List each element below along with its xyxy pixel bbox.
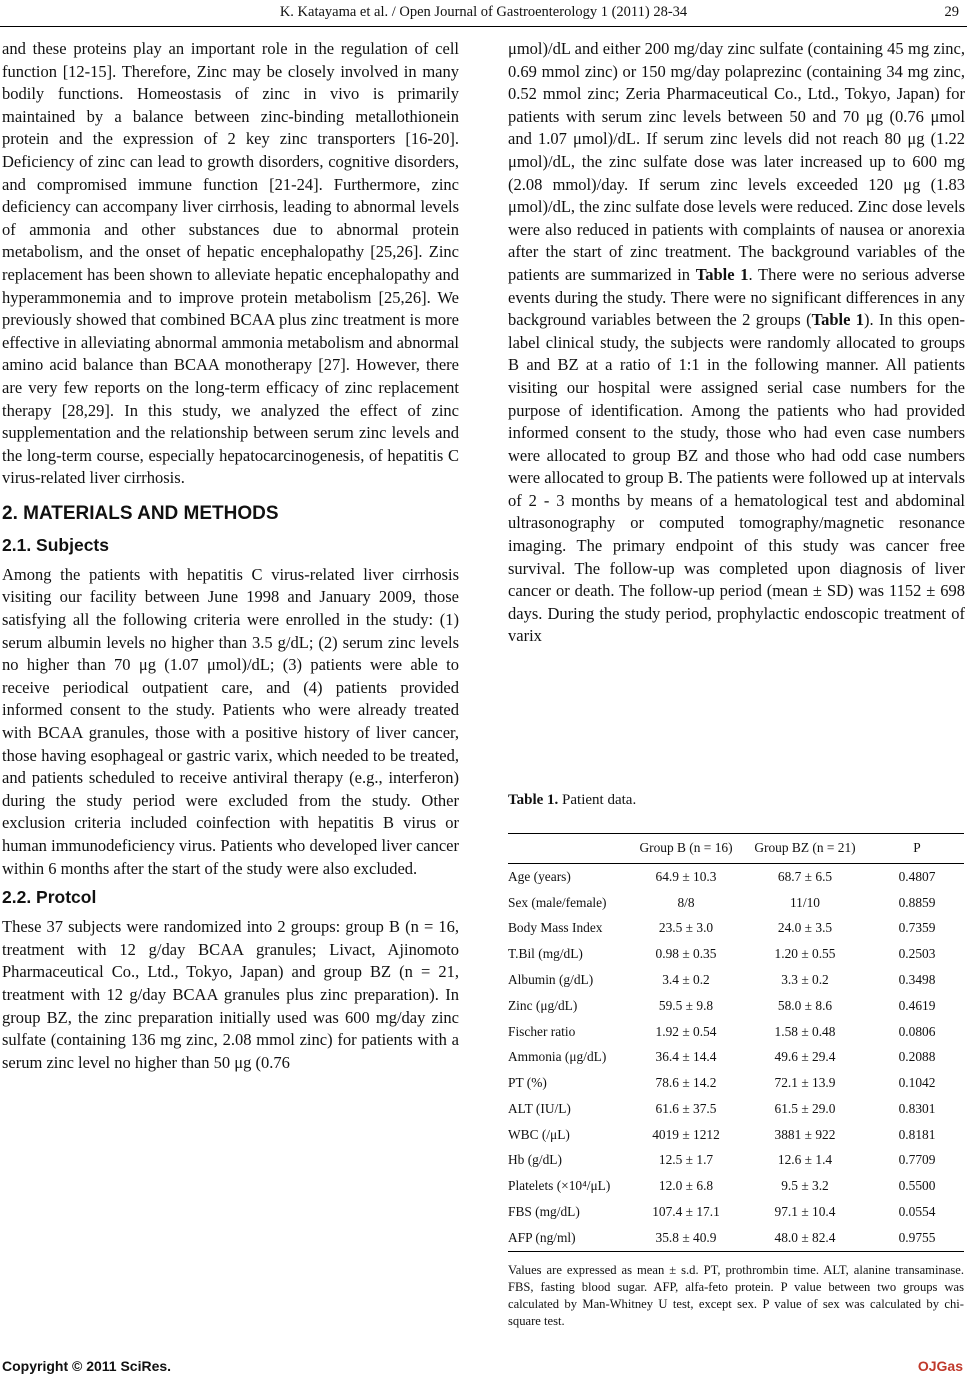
subjects-paragraph: Among the patients with hepatitis C virus-related liver cirrhosis visiting our facility between June 1998 and January 2009, those satisfying all the following criteria were enrolled in the study: (1) serum albumin levels no higher than 3.5 g/dL; (2) serum zinc levels no higher than 70 μg (1.07 μmol)/dL; (3) patients were able to receive periodical outpatient care, and (4) patients provided informed consent to the study. Patients who were already treated with BCAA granules, those with a positive history of liver cancer, those having esophageal or gastric varix, which needed to be treated, and patients scheduled to receive antiviral therapy (e.g., interferon) during the study period were excluded from the study. Other exclusion criteria included coinfection with hepatitis B virus or human immunodeficiency virus. Patients who developed liver cancer within 6 months after the start of the study were also excluded. bbox=[2, 564, 459, 878]
protocol-paragraph: These 37 subjects were randomized into 2 groups: group B (n = 16, treatment with 12 g/day BCAA granules; Livact, Ajinomoto Pharmaceutical Co., Ltd., Tokyo, Japan) and group BZ (n = 21, treatment with 12 g/day BCAA granules plus zinc preparation). In group BZ, the zinc preparation initially used was 600 mg/day zinc sulfate (containing 136 mg zinc, 2.08 mmol zinc) for patients with a serum zinc level no higher than 50 μg (0.76 bbox=[2, 917, 459, 1072]
table-cell: 49.6 ± 29.4 bbox=[774, 1049, 836, 1065]
table-cell: 3.4 ± 0.2 bbox=[662, 972, 710, 988]
table-row bbox=[508, 864, 964, 890]
table-row bbox=[508, 1225, 964, 1251]
table-cell: Platelets (×10⁴/μL) bbox=[508, 1178, 611, 1194]
page-footer bbox=[0, 1358, 967, 1380]
table-cell: 0.8301 bbox=[898, 1100, 936, 1116]
subsection-heading-subjects: 2.1. Subjects bbox=[2, 534, 109, 555]
table-cell: 1.20 ± 0.55 bbox=[774, 946, 836, 962]
running-title: K. Katayama et al. / Open Journal of Gastroenterology 1 (2011) 28-34 bbox=[279, 4, 688, 20]
page-number: 29 bbox=[944, 4, 959, 20]
table-cell: 0.5500 bbox=[898, 1178, 936, 1194]
table-cell: 0.3498 bbox=[898, 972, 936, 988]
table-cell: 97.1 ± 10.4 bbox=[774, 1204, 836, 1220]
table-caption-label: Table 1. bbox=[508, 792, 559, 808]
table-row bbox=[508, 1173, 964, 1199]
table-row bbox=[508, 1096, 964, 1122]
table-cell: Albumin (g/dL) bbox=[508, 972, 594, 988]
table-cell: 1.58 ± 0.48 bbox=[774, 1023, 836, 1039]
subsection-heading-protocol: 2.2. Protcol bbox=[2, 887, 97, 908]
left-column bbox=[2, 38, 459, 1074]
patient-data-table-block bbox=[508, 792, 964, 1330]
table-row bbox=[508, 916, 964, 942]
table-cell: 0.7709 bbox=[898, 1152, 936, 1168]
journal-abbreviation: OJGas bbox=[917, 1358, 963, 1374]
table-row bbox=[508, 967, 964, 993]
table-cell: 48.0 ± 82.4 bbox=[740, 1225, 870, 1251]
table-cell: Hb (g/dL) bbox=[508, 1152, 562, 1168]
table-cell: Fischer ratio bbox=[508, 1023, 576, 1039]
table-cell: 12.5 ± 1.7 bbox=[658, 1152, 714, 1168]
table-cell: 107.4 ± 17.1 bbox=[652, 1204, 720, 1220]
right-column bbox=[508, 38, 965, 648]
table-row bbox=[508, 941, 964, 967]
table-cell: 0.2503 bbox=[898, 946, 936, 962]
table-cell: Body Mass Index bbox=[508, 920, 603, 936]
table-row bbox=[508, 1019, 964, 1045]
table-cell: 35.8 ± 40.9 bbox=[632, 1225, 740, 1251]
table-cell: 36.4 ± 14.4 bbox=[655, 1049, 717, 1065]
table-row bbox=[508, 993, 964, 1019]
table-cell: 8/8 bbox=[677, 894, 695, 910]
table-cell: 68.7 ± 6.5 bbox=[777, 868, 833, 884]
table-cell: 0.0806 bbox=[898, 1023, 936, 1039]
table-cell: 23.5 ± 3.0 bbox=[658, 920, 714, 936]
table-cell: 58.0 ± 8.6 bbox=[777, 997, 833, 1013]
protocol-text-a: μmol)/dL and either 200 mg/day zinc sulfate (containing 45 mg zinc, 0.69 mmol zinc) or 150 mg/day polaprezinc (containing 34 mg zinc, 0.52 mmol zinc; Zeria Pharmaceutical Co., Ltd., Tokyo, Japan) for patients with serum zinc levels between 50 and 70 μg (0.76 μmol and 1.07 μmol)/dL. If serum zinc levels did not reach 80 μg (1.22 μmol)/dL, the zinc sulfate dose was later increased up to 600 mg (2.08 mmol)/day. If serum zinc levels exceeded 120 μg (1.83 μmol)/dL, the zinc sulfate dose levels were reduced. Zinc dose levels were also reduced in patients with complaints of nausea or anorexia after the start of zinc treatment. The background variables of the patients are summarized in bbox=[508, 39, 965, 284]
table-cell: 0.8181 bbox=[898, 1126, 936, 1142]
table-cell: Sex (male/female) bbox=[508, 894, 607, 910]
table-cell: 12.0 ± 6.8 bbox=[658, 1178, 714, 1194]
table-cell: 12.6 ± 1.4 bbox=[777, 1152, 833, 1168]
protocol-continued-paragraph bbox=[508, 38, 965, 648]
table-cell: 61.6 ± 37.5 bbox=[655, 1100, 717, 1116]
table-cell: 3881 ± 922 bbox=[774, 1126, 836, 1142]
table-cell: 1.92 ± 0.54 bbox=[655, 1023, 717, 1039]
table-row bbox=[508, 1070, 964, 1096]
table-cell: 3.3 ± 0.2 bbox=[781, 972, 829, 988]
table-cell: T.Bil (mg/dL) bbox=[508, 946, 583, 962]
table-cell: 24.0 ± 3.5 bbox=[777, 920, 833, 936]
table-cell: 0.7359 bbox=[898, 920, 936, 936]
table-reference-link[interactable]: Table 1 bbox=[695, 264, 749, 284]
protocol-text-c: ). In this open-label clinical study, the subjects were randomly allocated to groups B and BZ at a ratio of 1:1 in the following manner. All patients visiting our hospital were assigned serial case numbers for the purpose of identification. Among the patients who had provided informed consent to the study, those who had even case numbers were allocated to group BZ and those who had odd case numbers were allocated to group B. The patients were followed up at intervals of 2 - 3 months by means of a hematological test and abdominal ultrasonography or computed tomography/magnetic resonance imaging. The primary endpoint of this study was cancer free survival. The follow-up was completed upon diagnosis of liver cancer or death. The follow-up period (mean ± SD) was 1152 ± 698 days. During the study period, prophylactic endoscopic treatment of varix bbox=[508, 310, 965, 646]
table-cell: 59.5 ± 9.8 bbox=[658, 997, 714, 1013]
table-cell: 0.4619 bbox=[898, 997, 936, 1013]
table-body bbox=[508, 864, 964, 1252]
table-row bbox=[508, 1199, 964, 1225]
table-reference-link[interactable]: Table 1 bbox=[811, 310, 865, 330]
table-cell: 0.4807 bbox=[898, 868, 936, 884]
table-cell: 9.5 ± 3.2 bbox=[781, 1178, 829, 1194]
table-header-cell: P bbox=[870, 834, 964, 864]
table-cell: 78.6 ± 14.2 bbox=[655, 1075, 717, 1091]
table-cell: 64.9 ± 10.3 bbox=[655, 868, 717, 884]
protocol-text-b: . There were no serious adverse events during the study. There were no significant differences in any background variables between the 2 groups ( bbox=[508, 264, 965, 330]
table-note: Values are expressed as mean ± s.d. PT, prothrombin time. ALT, alanine transaminase. FBS, fasting blood sugar. AFP, alfa-feto protein. P value between two groups was calculated by Man-Whitney U test, except sex. P value of sex was calculated by chi-square test. bbox=[508, 1262, 964, 1328]
table-cell: Zinc (μg/dL) bbox=[508, 997, 578, 1013]
table-header-cell bbox=[508, 834, 632, 864]
table-row bbox=[508, 1148, 964, 1174]
table-cell: 61.5 ± 29.0 bbox=[774, 1100, 836, 1116]
header-rule bbox=[0, 26, 967, 27]
table-header-row bbox=[508, 834, 964, 864]
table-cell: 0.9755 bbox=[870, 1225, 964, 1251]
table-cell: 0.2088 bbox=[898, 1049, 936, 1065]
table-cell: Age (years) bbox=[508, 868, 571, 884]
table-cell: 0.1042 bbox=[898, 1075, 936, 1091]
page-header bbox=[0, 0, 967, 30]
table-row bbox=[508, 1044, 964, 1070]
table-cell: PT (%) bbox=[508, 1075, 547, 1091]
table-row bbox=[508, 1122, 964, 1148]
table-row bbox=[508, 890, 964, 916]
section-heading: 2. MATERIALS AND METHODS bbox=[2, 502, 279, 524]
table-cell: 0.8859 bbox=[898, 894, 936, 910]
table-cell: WBC (/μL) bbox=[508, 1126, 570, 1142]
table-cell: Ammonia (μg/dL) bbox=[508, 1049, 607, 1065]
table-cell: 72.1 ± 13.9 bbox=[774, 1075, 836, 1091]
intro-paragraph: and these proteins play an important role in the regulation of cell function [12-15]. Therefore, Zinc may be closely involved in many bodily functions. Homeostasis of zinc in vivo is primarily maintained by a balance between zinc-binding metallothionein protein and the expression of 2 key zinc transporters [16-20]. Deficiency of zinc can lead to growth disorders, cognitive disorders, and compromised immune function [21-24]. Furthermore, zinc deficiency can accompany liver cirrhosis, leading to abnormal levels of ammonia and other substances due to abnormal protein metabolism, and the onset of hepatic encephalopathy [25,26]. Zinc replacement has been shown to alleviate hepatic encephalopathy and hyperammonemia and to improve protein metabolism [25,26]. We previously showed that combined BCAA plus zinc treatment is more effective in alleviating abnormal ammonia metabolism and abnormal amino acid balance than BCAA monotherapy [27]. However, there are very few reports on the long-term efficacy of zinc replacement therapy [28,29]. In this study, we analyzed the effect of zinc supplementation and the relationship between serum zinc levels and the long-term course, especially hepatocarcinogenesis, of hepatitis C virus-related liver cirrhosis. bbox=[2, 39, 459, 488]
table-cell: ALT (IU/L) bbox=[508, 1100, 571, 1116]
table-cell: 0.0554 bbox=[898, 1204, 936, 1220]
table-caption bbox=[508, 792, 964, 809]
table-header-cell: Group B (n = 16) bbox=[632, 834, 740, 864]
table-cell: AFP (ng/ml) bbox=[508, 1225, 632, 1251]
patient-data-table bbox=[508, 833, 964, 1252]
copyright-notice: Copyright © 2011 SciRes. bbox=[2, 1358, 172, 1374]
table-cell: FBS (mg/dL) bbox=[508, 1204, 580, 1220]
table-cell: 11/10 bbox=[789, 894, 820, 910]
table-header-cell: Group BZ (n = 21) bbox=[740, 834, 870, 864]
table-cell: 4019 ± 1212 bbox=[652, 1126, 720, 1142]
table-caption-text: Patient data. bbox=[558, 792, 637, 808]
table-cell: 0.98 ± 0.35 bbox=[655, 946, 717, 962]
